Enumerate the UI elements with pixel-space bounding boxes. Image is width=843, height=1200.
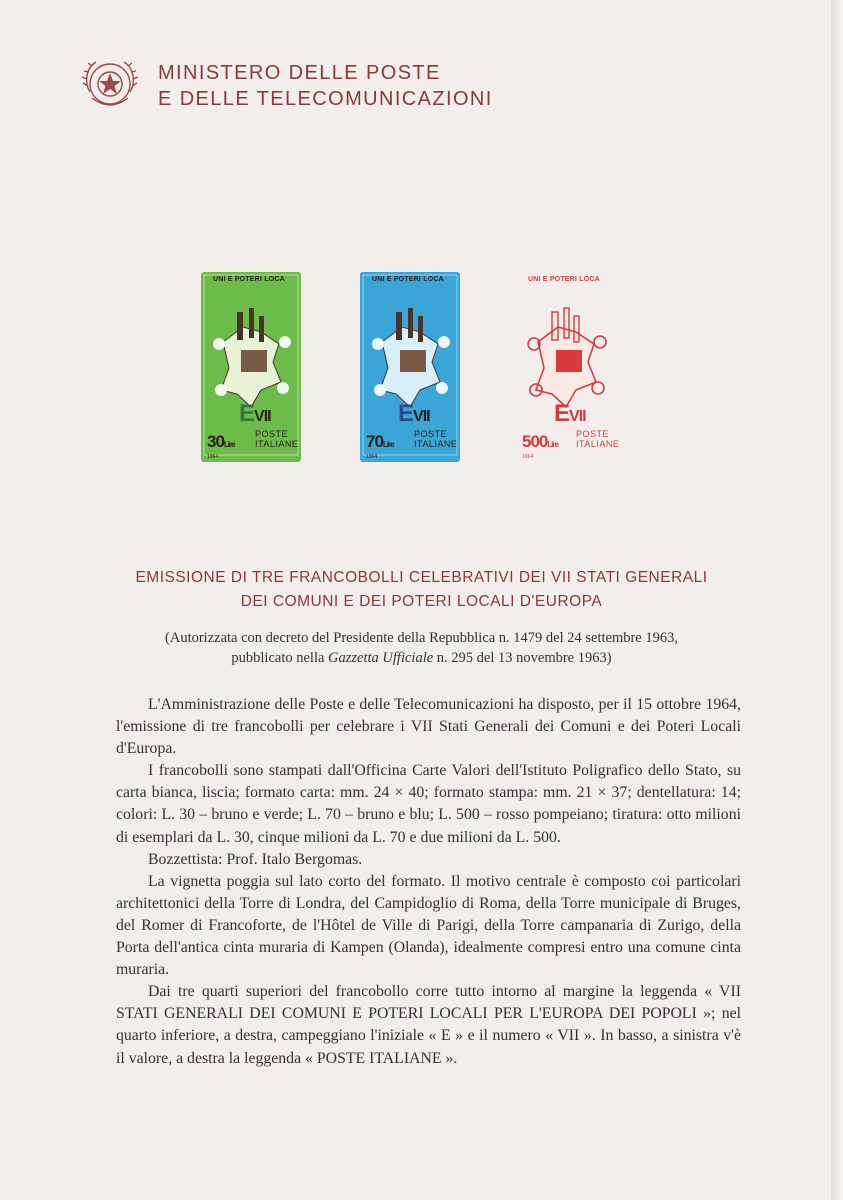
ministry-line-2: E DELLE TELECOMUNICAZIONI [158,88,493,110]
body-text [116,694,741,1070]
paragraph-technical-details: I francobolli sono stampati dall'Officina Carte Valori dell'Istituto Poligrafico dello Stato, su carta bianca, liscia; formato carta: mm. 24 × 40; formato stampa: mm. 21 × 37; dentellatura: 14; colori: L. 30 – bruno e verde; L. 70 – bruno e blu; L. 500 – rosso pompeiano; tiratura: otto milioni di esemplari da L. 30, cinque milioni da L. 70 e due milioni da L. 500. [116,762,741,846]
stamp-70-mark: E [398,400,414,427]
stamp-70-value [366,432,394,452]
stamp-500-numeral: VII [569,408,586,425]
stamp-30-mark: E [239,400,255,427]
stamp-500-country-line-1: POSTE [576,429,610,439]
stamp-30-value [207,432,235,452]
stamp-30-lire [201,272,301,462]
stamp-70-edition [398,400,430,428]
stamp-70-imprint: 1964 [366,454,378,460]
stamp-30-top-legend: UNI E POTERI LOCA [213,276,285,283]
stamp-500-country-line-2: ITALIANE [576,439,620,449]
title-line-2: DEI COMUNI E DEI POTERI LOCALI D'EUROPA [240,593,603,610]
stamp-30-country-line-2: ITALIANE [255,439,299,449]
authorization-line-2 [60,648,783,668]
paragraph-vignette: La vignetta poggia sul lato corto del formato. Il motivo centrale è composto coi particolari architettonici della Torre di Londra, del Campidoglio di Roma, della Torre municipale di Bruges, del Romer di Francoforte, de l'Hôtel de Ville di Parigi, della Torre campanaria di Zurigo, della Porta dell'antica cinta muraria di Kampen (Olanda), idealmente compresi entro una comune cinta muraria. [116,872,741,979]
ministry-line-1: MINISTERO DELLE POSTE [158,62,441,84]
stamp-30-imprint: 1964 [207,454,219,460]
document-title [60,566,783,614]
stamp-70-value-number: 70 [366,432,383,451]
stamp-70-country [414,429,457,449]
authorization-note [60,628,783,668]
stamp-500-country [576,429,619,449]
stamp-70-country-line-1: POSTE [414,429,448,439]
stamp-70-top-legend: UNI E POTERI LOCA [372,276,444,283]
republic-emblem-icon [78,52,142,116]
stamp-70-country-line-2: ITALIANE [414,439,458,449]
stamp-500-lire [516,272,620,462]
stamp-30-numeral: VII [254,408,271,425]
stamp-500-value-unit: Lire [547,440,559,449]
letterhead [78,52,498,116]
stamp-500-top-legend: UNI E POTERI LOCA [528,276,600,283]
title-line-1: EMISSIONE DI TRE FRANCOBOLLI CELEBRATIVI DEI VII STATI GENERALI [135,569,708,586]
paragraph-announcement: L'Amministrazione delle Poste e delle Telecomunicazioni ha disposto, per il 15 ottobre 1964, l'emissione di tre francobolli per celebrare i VII Stati Generali dei Comuni e dei Poteri Locali d'Europa. [116,696,741,758]
stamp-30-country-line-1: POSTE [255,429,289,439]
stamp-30-country [255,429,298,449]
stamp-500-value-number: 500 [522,432,548,451]
stamp-500-imprint: 1964 [522,454,534,460]
stamp-500-mark: E [554,400,570,427]
stamp-30-value-unit: Lire [223,440,235,449]
stamp-500-value [522,432,558,452]
stamp-70-value-unit: Lire [382,440,394,449]
gazette-name: Gazzetta Ufficiale [328,650,434,666]
stamp-30-edition [239,400,271,428]
stamp-row [0,272,843,472]
stamp-30-value-number: 30 [207,432,224,451]
page-edge [831,0,843,1200]
authorization-line-2-pre: pubblicato nella [231,650,329,666]
stamp-70-lire [360,272,460,462]
stamp-500-edition [554,400,586,428]
authorization-line-2-post: n. 295 del 13 novembre 1963) [433,650,612,666]
paragraph-legend: Dai tre quarti superiori del francobollo corre tutto intorno al margine la leggenda « VII STATI GENERALI DEI COMUNI E POTERI LOCALI PER L'EUROPA DEI POPOLI »; nel quarto inferiore, a destra, campeggiano l'iniziale « E » e il numero « VII ». In basso, a sinistra v'è il valore, a destra la leggenda « POSTE ITALIANE ». [116,983,741,1067]
authorization-line-1: (Autorizzata con decreto del Presidente della Repubblica n. 1479 del 24 settembre 1963, [165,630,678,646]
paragraph-designer: Bozzettista: Prof. Italo Bergomas. [148,850,363,868]
ministry-name [158,60,493,112]
stamp-70-numeral: VII [413,408,430,425]
